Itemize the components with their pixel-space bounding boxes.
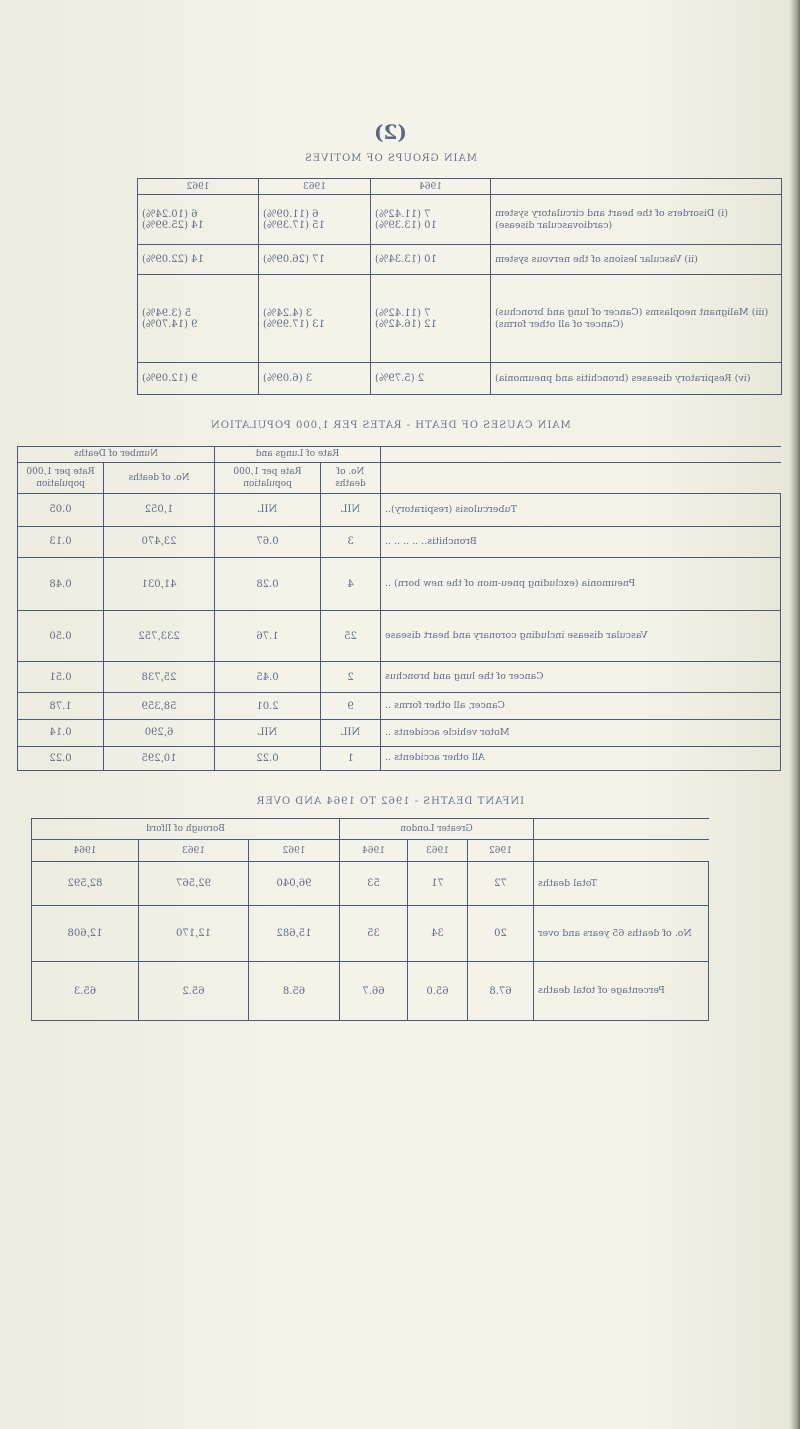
cell-text: NIL [257, 504, 278, 516]
table-cell [371, 363, 491, 395]
table-cell [249, 840, 340, 862]
cell-text: No. of deaths [335, 466, 366, 489]
cell-text: (ii) Vascular lesions of the nervous system [495, 253, 698, 265]
cell-text: 0.45 [256, 671, 279, 683]
cell-text: 5 (3.94%) [142, 307, 192, 319]
cell-text: Vascular disease including coronary and heart disease [385, 630, 648, 642]
table-cell [104, 611, 215, 662]
table-cell [138, 363, 259, 395]
table-row [138, 275, 782, 363]
table-cell [321, 557, 381, 610]
table-cell [215, 557, 321, 610]
table-cell [491, 245, 782, 275]
cell-text: NIL [257, 727, 278, 739]
cell-text: 0.50 [49, 630, 72, 642]
table-cell [215, 662, 321, 693]
col-header [321, 462, 381, 493]
table-cell [408, 962, 468, 1021]
cell-text: 82,592 [67, 878, 103, 889]
cell-text: 1963 [182, 845, 205, 856]
cell-text: 1964 [73, 845, 97, 856]
table-row [18, 746, 781, 770]
cell-text: 66.7 [362, 985, 385, 997]
table-cell [249, 962, 340, 1021]
cell-text: 3 [347, 536, 354, 548]
table-cell [215, 746, 321, 770]
table-cell [381, 719, 781, 746]
cell-text: 0.14 [49, 727, 72, 739]
cell-text: 1963 [303, 181, 326, 192]
table-cell [249, 906, 340, 962]
cell-text: 2.01 [256, 700, 279, 712]
table-cell [491, 195, 782, 245]
table-cell [104, 493, 215, 526]
col-header [215, 462, 321, 493]
cell-text: 1963 [426, 845, 449, 856]
table-cell [408, 862, 468, 906]
table-cell [215, 526, 321, 557]
table-cell [259, 245, 371, 275]
cell-text: 10 (13.34%) [375, 254, 437, 265]
cell-text: 1.76 [256, 630, 279, 642]
cell-text: 15,682 [276, 928, 312, 939]
table-cell [18, 662, 104, 693]
cell-text: 23,470 [141, 536, 177, 548]
cell-text: Rate of Lungs and [255, 449, 340, 460]
cell-text: Cancer, all other forms .. [385, 700, 505, 712]
cell-text: 1964 [362, 845, 385, 856]
table-cell [381, 557, 781, 610]
cell-text: NIL [340, 727, 361, 739]
table-cell [340, 962, 408, 1021]
table-cell [104, 526, 215, 557]
cell-text: 0.05 [49, 504, 72, 516]
table-cell [138, 245, 259, 275]
cell-text: 7 (11.42%) [375, 307, 431, 319]
cell-text: 0.51 [49, 671, 72, 683]
table-row [18, 557, 781, 610]
cell-text: 25,738 [141, 671, 177, 683]
table-cell [534, 862, 709, 906]
table-cell [259, 363, 371, 395]
table-cell [340, 840, 408, 862]
group-header [18, 447, 215, 463]
cell-text: 13 (17.99%) [263, 318, 325, 330]
table-cell [534, 906, 709, 962]
table-cell [381, 611, 781, 662]
cell-text: 2 (5.79%) [375, 373, 425, 384]
table-cell [104, 746, 215, 770]
cell-text: 0.67 [256, 536, 279, 548]
cell-text: 6 (11.09%) [263, 208, 319, 220]
cell-text: 1962 [489, 845, 512, 856]
table-row [32, 962, 709, 1021]
cell-text: 1 [347, 752, 354, 764]
cell-text: 25 [344, 630, 357, 642]
cell-text: 6 (10.24%) [142, 208, 198, 220]
blank-header-cell [491, 179, 782, 195]
cell-text: Motor vehicle accidents .. [385, 726, 510, 738]
table-cell [534, 840, 709, 862]
table-cell [371, 245, 491, 275]
table-cell [104, 662, 215, 693]
cell-text: (i) Disorders of the heart and circulatory system (cardiovascular disease) [495, 207, 728, 231]
cell-text: 92,567 [176, 878, 211, 889]
table-row [138, 245, 782, 275]
cell-text: 10 (13.39%) [375, 219, 437, 231]
table-cell [340, 862, 408, 906]
group-header [32, 819, 340, 840]
table-row [138, 363, 782, 395]
table-cell [491, 363, 782, 395]
cell-text: 72 [494, 878, 507, 889]
table-cell [468, 906, 534, 962]
table-row [18, 719, 781, 746]
cell-text: 65.8 [282, 985, 306, 997]
table-row [138, 195, 782, 245]
table-cell [491, 275, 782, 363]
table-row [18, 526, 781, 557]
cell-text: Tuberculosis (respiratory).. [385, 503, 517, 515]
cell-text: 3 (4.24%) [263, 307, 313, 319]
cell-text: 233,752 [138, 630, 180, 642]
cell-text: 0.48 [49, 578, 72, 590]
cell-text: 20 [494, 928, 507, 939]
table-cell [18, 493, 104, 526]
cell-text: 65.2 [182, 985, 205, 997]
table-cell [18, 719, 104, 746]
table-cell [18, 693, 104, 720]
table-cell [138, 195, 259, 245]
table2-group-header-row [18, 447, 781, 463]
table-cell [104, 557, 215, 610]
table-row [32, 906, 709, 962]
table-cell [381, 462, 781, 493]
table-cell [215, 719, 321, 746]
table-cell [18, 611, 104, 662]
table-cell [381, 493, 781, 526]
table-cell [371, 195, 491, 245]
table-cell [381, 447, 781, 463]
table-cell [321, 719, 381, 746]
table2-col-header-row [18, 462, 781, 493]
cell-text: Percentage of total deaths [538, 985, 665, 996]
table-cell [321, 693, 381, 720]
cell-text: 1,052 [144, 504, 174, 516]
cell-text: All other accidents .. [385, 752, 485, 764]
cell-text: 1962 [282, 845, 306, 856]
cell-text: 0.13 [49, 536, 72, 548]
table-cell [381, 662, 781, 693]
cell-text: 96,040 [276, 878, 312, 889]
cell-text: 35 [367, 928, 380, 939]
cell-text: 4 [347, 578, 354, 590]
table-cell [340, 906, 408, 962]
cell-text: Cancer of the lung and bronchus [385, 671, 544, 683]
table-cell [18, 526, 104, 557]
cell-text: 9 (14.70%) [142, 318, 198, 330]
cell-text: No. of deaths 65 years and over [538, 927, 692, 939]
table-cell [534, 962, 709, 1021]
cell-text: 17 (26.09%) [263, 254, 325, 265]
table-cell [381, 746, 781, 770]
cell-text: 3 (6.09%) [263, 373, 313, 384]
table-cell [321, 746, 381, 770]
table-cell [32, 962, 139, 1021]
table-row [32, 862, 709, 906]
cell-text: No. of deaths [128, 472, 190, 483]
cell-text: Pneumonia (excluding pneu-mon of the new born) .. [385, 578, 636, 590]
table-cell [534, 819, 709, 840]
group-header [340, 819, 534, 840]
cell-text: Number of Deaths [74, 449, 159, 460]
table-cell [371, 275, 491, 363]
cell-text: Borough of Ilford [146, 824, 225, 834]
year-cell [259, 179, 371, 195]
col-header [104, 462, 215, 493]
table-cell [259, 195, 371, 245]
cell-text: 2 [347, 671, 354, 683]
cell-text: 1962 [186, 181, 210, 192]
table3-year-row [32, 840, 709, 862]
cell-text: 14 (22.09%) [142, 254, 204, 265]
table-cell [104, 719, 215, 746]
table-cell [215, 611, 321, 662]
table-cell [321, 662, 381, 693]
group-header [215, 447, 381, 463]
table-cell [215, 493, 321, 526]
cell-text: 65.0 [426, 985, 449, 997]
table-cell [18, 746, 104, 770]
causes-of-death-table [17, 446, 781, 771]
cell-text: 6,290 [144, 727, 174, 739]
cell-text: (iv) Respiratory diseases (bronchitis and pneumonia) [495, 372, 751, 384]
table-row [18, 662, 781, 693]
table-cell [32, 862, 139, 906]
cell-text: 41,031 [141, 578, 177, 590]
cell-text: 67.8 [489, 985, 512, 997]
table-cell [321, 611, 381, 662]
cell-text: Bronchitis.. .. .. .. .. [385, 535, 477, 547]
cell-text: 15 (17.39%) [263, 219, 325, 231]
page-number: (2) [373, 120, 407, 144]
cell-text: 58,359 [141, 700, 177, 712]
cell-text: 71 [431, 878, 444, 889]
table-cell [32, 840, 139, 862]
cell-text: 65.3 [73, 985, 97, 997]
col-header [18, 462, 104, 493]
table-cell [321, 493, 381, 526]
table-cell [468, 840, 534, 862]
motives-table [137, 178, 782, 395]
cell-text: 9 (12.09%) [142, 373, 198, 384]
table1-header-row [138, 179, 782, 195]
table-cell [139, 862, 249, 906]
table-cell [138, 275, 259, 363]
cell-text: 14 (25.99%) [142, 219, 204, 231]
cell-text: Rate per 1,000 population [26, 466, 95, 489]
table-row [18, 693, 781, 720]
cell-text: 1.78 [49, 700, 72, 712]
cell-text: 34 [431, 928, 444, 939]
cell-text: 0.22 [256, 752, 279, 764]
table-cell [321, 526, 381, 557]
table-cell [468, 962, 534, 1021]
table-row [18, 611, 781, 662]
page-edge [790, 0, 800, 1429]
table-cell [259, 275, 371, 363]
table-cell [381, 526, 781, 557]
cell-text: Rate per 1,000 population [233, 466, 302, 489]
table-cell [408, 840, 468, 862]
cell-text: 12,170 [176, 928, 211, 939]
table-cell [18, 557, 104, 610]
cell-text: NIL [340, 504, 361, 516]
table-row [18, 493, 781, 526]
table-cell [381, 693, 781, 720]
year-cell [138, 179, 259, 195]
table-cell [139, 962, 249, 1021]
cell-text: 53 [367, 878, 380, 889]
cell-text: 12,608 [67, 928, 103, 939]
table3-group-header-row [32, 819, 709, 840]
cell-text: (iii) Malignant neoplasms (Cancer of lung and bronchus) (Cancer of all other forms) [495, 306, 769, 330]
table-cell [104, 693, 215, 720]
table2-caption: MAIN CAUSES OF DEATH - RATES PER 1,000 POPULATION [209, 420, 571, 431]
table1-caption: MAIN GROUPS OF MOTIVES [303, 153, 477, 164]
cell-text: Greater London [400, 824, 473, 834]
cell-text: 1964 [419, 181, 442, 192]
infant-deaths-table [31, 818, 709, 1021]
table-cell [408, 906, 468, 962]
cell-text: 7 (11.42%) [375, 208, 431, 220]
table-cell [215, 693, 321, 720]
cell-text: 9 [347, 700, 354, 712]
cell-text: 0.28 [256, 578, 279, 590]
table-cell [139, 906, 249, 962]
cell-text: 0.22 [49, 752, 72, 764]
year-cell [371, 179, 491, 195]
table-cell [139, 840, 249, 862]
table3-caption: INFANT DEATHS - 1962 TO 1964 AND OVER [255, 796, 525, 807]
table-cell [32, 906, 139, 962]
cell-text: 12 (16.42%) [375, 318, 437, 330]
table-cell [249, 862, 340, 906]
cell-text: Total deaths [538, 877, 598, 889]
table-cell [468, 862, 534, 906]
cell-text: 10,295 [141, 752, 177, 764]
